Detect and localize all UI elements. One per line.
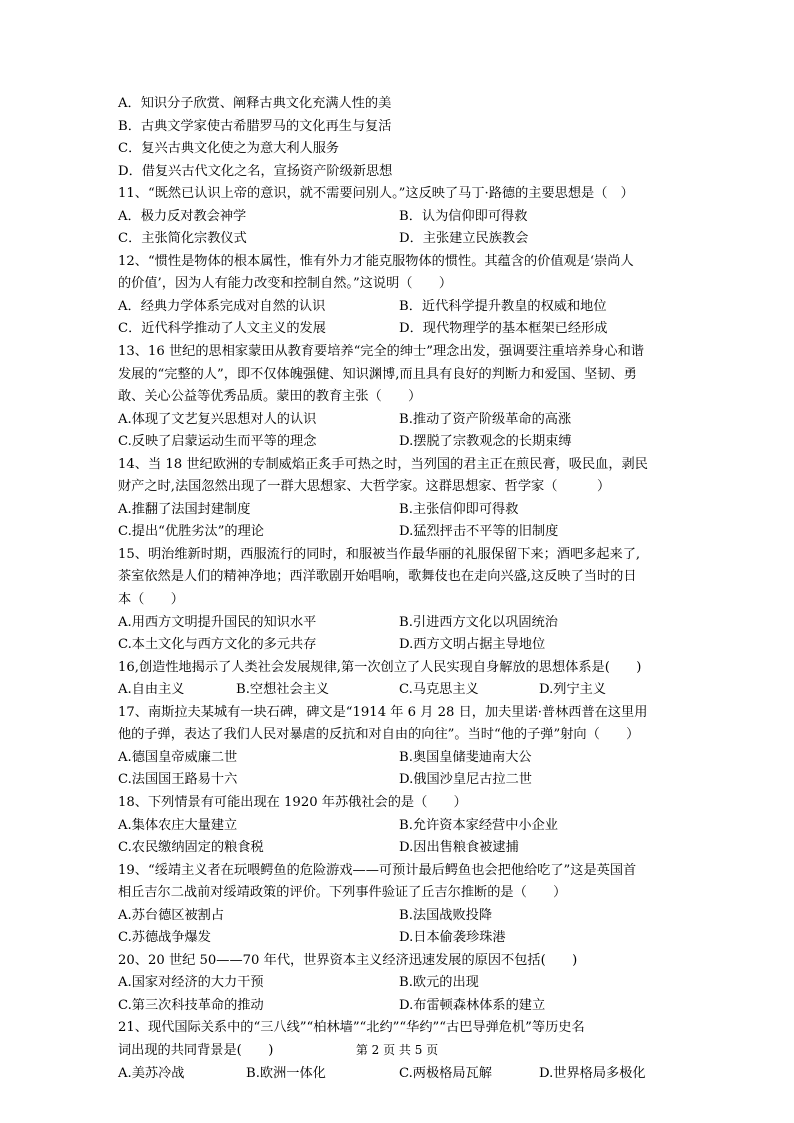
question-content	[118, 93, 683, 1085]
option: D.俄国沙皇尼古拉二世	[399, 772, 532, 788]
option: C.本土文化与西方文化的多元共存	[118, 637, 317, 653]
question-stem: 财产之时,法国忽然出现了一群大思想家、大哲学家。这群思想家、哲学家（ ）	[118, 479, 611, 495]
option: B．认为信仰即可得救	[399, 208, 528, 224]
option: C.马克思主义	[399, 682, 479, 698]
option: B．近代科学提升教皇的权威和地位	[399, 298, 607, 314]
option: A.苏台德区被割占	[118, 907, 225, 923]
option: D.西方文明占据主导地位	[399, 637, 546, 653]
question-stem: 20、20 世纪 50——70 年代，世界资本主义经济迅速发展的原因不包括( )	[118, 952, 578, 968]
option: A.用西方文明提升国民的知识水平	[118, 614, 317, 630]
option: C.提出“优胜劣汰”的理论	[118, 524, 264, 540]
text-line: A．知识分子欣赏、阐释古典文化充满人性的美	[118, 96, 392, 111]
option-row	[118, 634, 683, 657]
option-row	[118, 905, 683, 928]
option: A.德国皇帝威廉二世	[118, 749, 238, 765]
option-row	[118, 972, 683, 995]
option: A.推翻了法国封建制度	[118, 501, 251, 517]
option: B.欧元的出现	[399, 975, 479, 991]
option: A．经典力学体系完成对自然的认识	[118, 298, 326, 314]
question-stem: 14、当 18 世纪欧洲的专制威焰正炙手可热之时，当列国的君主正在煎民膏，吸民血，剥民	[118, 456, 648, 472]
option: C.两极格局瓦解	[399, 1065, 492, 1081]
option: B.法国战败投降	[399, 907, 493, 923]
question-stem: 17、南斯拉夫某城有一块石碑，碑文是“1914 年 6 月 28 日，加夫里诺·普林西普在这里用	[118, 704, 648, 720]
option: C.反映了启蒙运动生而平等的理念	[118, 434, 317, 450]
option-row	[118, 296, 683, 319]
option: C．近代科学推动了人文主义的发展	[118, 321, 326, 337]
option: B.奥国皇储斐迪南大公	[399, 749, 532, 765]
question-stem: 他的子弹，表达了我们人民对暴虐的反抗和对自由的向往”。当时“他的子弹”射向（ ）	[118, 727, 640, 743]
option-row	[118, 228, 683, 251]
option-row	[118, 747, 683, 770]
text-line: B．古典文学家使古希腊罗马的文化再生与复活	[118, 118, 392, 134]
question-stem: 15、明治维新时期，西服流行的同时，和服被当作最华丽的礼服保留下来；酒吧多起来了,	[118, 546, 641, 562]
option-row	[118, 927, 683, 950]
option-row	[118, 499, 683, 522]
option: A.集体农庄大量建立	[118, 817, 238, 833]
option-row	[118, 409, 683, 432]
option-row	[118, 769, 683, 792]
option-row	[118, 521, 683, 544]
question-stem: 12、“惯性是物体的根本属性，惟有外力才能克服物体的惯性。其蕴含的价值观是‘崇尚人	[118, 253, 634, 269]
question-stem: 本（ ）	[118, 592, 184, 608]
question-stem: 18、下列情景有可能出现在 1920 年苏俄社会的是（ ）	[118, 794, 467, 810]
question-stem: 13、16 世纪的思相家蒙田从教育要培养“完全的绅士”理念出发，强调要注重培养身心和谐	[118, 344, 644, 360]
option: D.布雷顿森林体系的建立	[399, 997, 546, 1013]
option: B.引进西方文化以巩固统治	[399, 614, 558, 630]
option: C．主张简化宗教仪式	[118, 231, 247, 247]
option-row	[118, 995, 683, 1018]
option-row	[118, 1063, 683, 1086]
option: A．极力反对教会神学	[118, 208, 247, 224]
option: A.自由主义	[118, 682, 185, 698]
option-row	[118, 206, 683, 229]
option: D．主张建立民族教会	[399, 231, 529, 247]
option: B.主张信仰即可得救	[399, 501, 519, 517]
option: D.世界格局多极化	[539, 1065, 646, 1081]
option: B.空想社会主义	[236, 682, 330, 698]
option-row	[118, 815, 683, 838]
option: D．现代物理学的基本框架已经形成	[399, 321, 608, 337]
option-row	[118, 837, 683, 860]
option-row	[118, 431, 683, 454]
option: D.因出售粮食被逮捕	[399, 840, 519, 856]
option: D.猛烈抨击不平等的旧制度	[399, 524, 559, 540]
option-row	[118, 318, 683, 341]
question-stem: 16,创造性地揭示了人类社会发展规律,第一次创立了人民实现自身解放的思想体系是( )	[118, 659, 642, 675]
option: A.体现了文艺复兴思想对人的认识	[118, 411, 317, 427]
option: C.法国国王路易十六	[118, 772, 238, 788]
question-stem: 茶室依然是人们的精神净地；西洋歌剧开始唱响，歌舞伎也在走向兴盛,这反映了当时的日	[118, 569, 637, 585]
option: C.农民缴纳固定的粮食税	[118, 840, 264, 856]
question-stem: 发展的“完整的人”，即不仅体魄强健、知识渊博,而且具有良好的判断力和爱国、坚韧、勇	[118, 366, 637, 382]
page-number: 第 2 页 共 5 页	[355, 1043, 439, 1057]
option: C.第三次科技革命的推动	[118, 997, 264, 1013]
question-stem: 敢、关心公益等优秀品质。蒙田的教育主张（ ）	[118, 389, 422, 405]
question-stem: 11、“既然已认识上帝的意识，就不需要问别人。”这反映了马丁·路德的主要思想是（ ）	[118, 186, 634, 202]
question-stem: 相丘吉尔二战前对绥靖政策的评价。下列事件验证了丘吉尔推断的是（ ）	[118, 885, 567, 901]
option: B.允许资本家经营中小企业	[399, 817, 558, 833]
option-row	[118, 612, 683, 635]
option: D.日本偷袭珍珠港	[399, 930, 506, 946]
option: A.美苏冷战	[118, 1065, 185, 1081]
option: D.摆脱了宗教观念的长期束缚	[399, 434, 572, 450]
question-stem: 19、“绥靖主义者在玩喂鳄鱼的危险游戏——可预计最后鳄鱼也会把他给吃了”这是英国首	[118, 862, 637, 878]
option: C.苏德战争爆发	[118, 930, 211, 946]
option: B.欧洲一体化	[246, 1065, 326, 1081]
text-line: C．复兴古典文化使之为意大利人服务	[118, 141, 340, 157]
option: D.列宁主义	[539, 682, 607, 698]
option: A.国家对经济的大力干预	[118, 975, 264, 991]
option-row	[118, 679, 683, 702]
question-stem: 的价值’，因为人有能力改变和控制自然。”这说明（ ）	[118, 276, 453, 292]
option: B.推动了资产阶级革命的高涨	[399, 411, 572, 427]
question-stem: 词出现的共同背景是( )	[118, 1042, 274, 1058]
text-line: D．借复兴古代文化之名，宣扬资产阶级新思想	[118, 163, 393, 179]
question-stem: 21、现代国际关系中的“三八线”“柏林墙”“北约”“华约”“古巴导弹危机”等历史名	[118, 1020, 585, 1036]
